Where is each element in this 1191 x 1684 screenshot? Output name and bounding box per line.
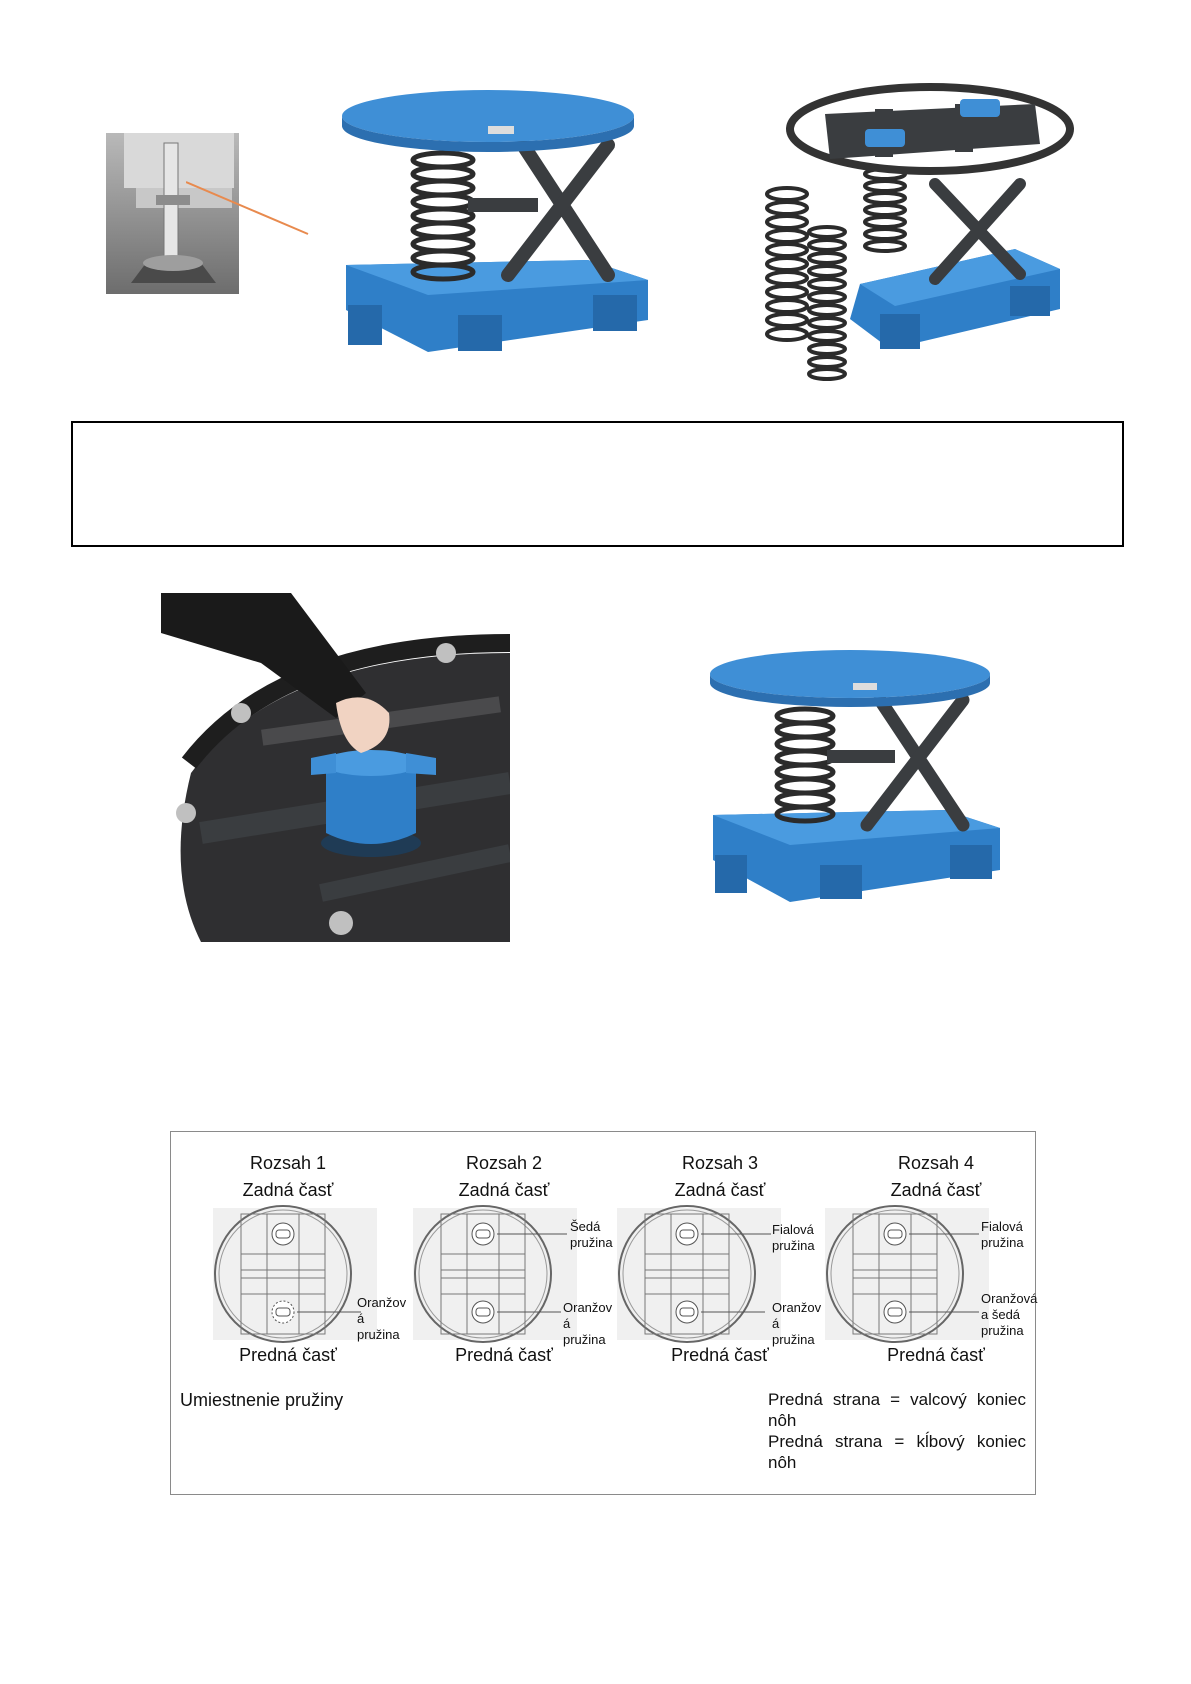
range-2-circle [411, 1204, 579, 1344]
range-4-circle [823, 1204, 991, 1344]
range-2-spring-label-top [570, 1219, 613, 1251]
disassembled-table-photo [765, 74, 1075, 386]
label-line: Oranžová [981, 1291, 1038, 1306]
label-line: á [772, 1316, 780, 1331]
empty-text-box [71, 421, 1124, 547]
note-line-1-cont: nôh [768, 1411, 797, 1430]
label-line: pružina [772, 1238, 815, 1253]
range-4-spring-label-bottom [981, 1291, 1037, 1339]
label-line: pružina [981, 1323, 1024, 1338]
range-3-circle [615, 1204, 783, 1344]
note-line-2-cont: nôh [768, 1453, 797, 1472]
label-line: pružina [570, 1235, 613, 1250]
spring-placement-caption: Umiestnenie pružiny [180, 1390, 344, 1410]
note-line-2: Predná strana = kĺbový koniec [768, 1432, 1026, 1451]
label-line: Oranžov [563, 1300, 613, 1315]
range-1-front-label: Predná časť [239, 1345, 337, 1365]
back-label: Zadná časť [890, 1180, 982, 1200]
range-2 [424, 1152, 584, 1201]
range-2-spring-label-bottom [563, 1300, 612, 1348]
range-1-circle [211, 1204, 379, 1344]
label-line: Šedá [570, 1219, 601, 1234]
label-line: pružina [981, 1235, 1024, 1250]
spring-placement-diagram [170, 1131, 1036, 1495]
range-3-spring-label-bottom [772, 1300, 821, 1348]
label-line: Fialová [772, 1222, 814, 1237]
lift-table-photo-2 [705, 650, 1005, 912]
range-title: Rozsah 3 [681, 1153, 759, 1173]
range-4-front-label: Predná časť [887, 1345, 985, 1365]
range-1 [208, 1152, 368, 1201]
range-2-front-label: Predná časť [455, 1345, 553, 1365]
range-3 [640, 1152, 800, 1201]
label-line: Oranžov [772, 1300, 822, 1315]
label-line: á [357, 1311, 365, 1326]
lift-table-photo [338, 90, 654, 362]
hand-adjust-photo [161, 593, 510, 942]
range-4 [856, 1152, 1016, 1201]
note-line-1: Predná strana = valcový koniec [768, 1390, 1026, 1409]
range-3-front-label: Predná časť [671, 1345, 769, 1365]
label-line: a šedá [981, 1307, 1021, 1322]
front-side-notes [768, 1389, 1026, 1473]
range-3-spring-label-top [772, 1222, 815, 1254]
range-title: Rozsah 1 [249, 1153, 327, 1173]
label-line: Oranžov [357, 1295, 407, 1310]
range-1-spring-label [357, 1295, 406, 1343]
range-title: Rozsah 2 [465, 1153, 543, 1173]
range-title: Rozsah 4 [897, 1153, 975, 1173]
pointer-line [186, 176, 312, 238]
back-label: Zadná časť [458, 1180, 550, 1200]
label-line: pružina [357, 1327, 400, 1342]
label-line: pružina [772, 1332, 815, 1347]
label-line: pružina [563, 1332, 606, 1347]
back-label: Zadná časť [674, 1180, 766, 1200]
range-4-spring-label-top [981, 1219, 1024, 1251]
label-line: á [563, 1316, 571, 1331]
label-line: Fialová [981, 1219, 1023, 1234]
back-label: Zadná časť [242, 1180, 334, 1200]
